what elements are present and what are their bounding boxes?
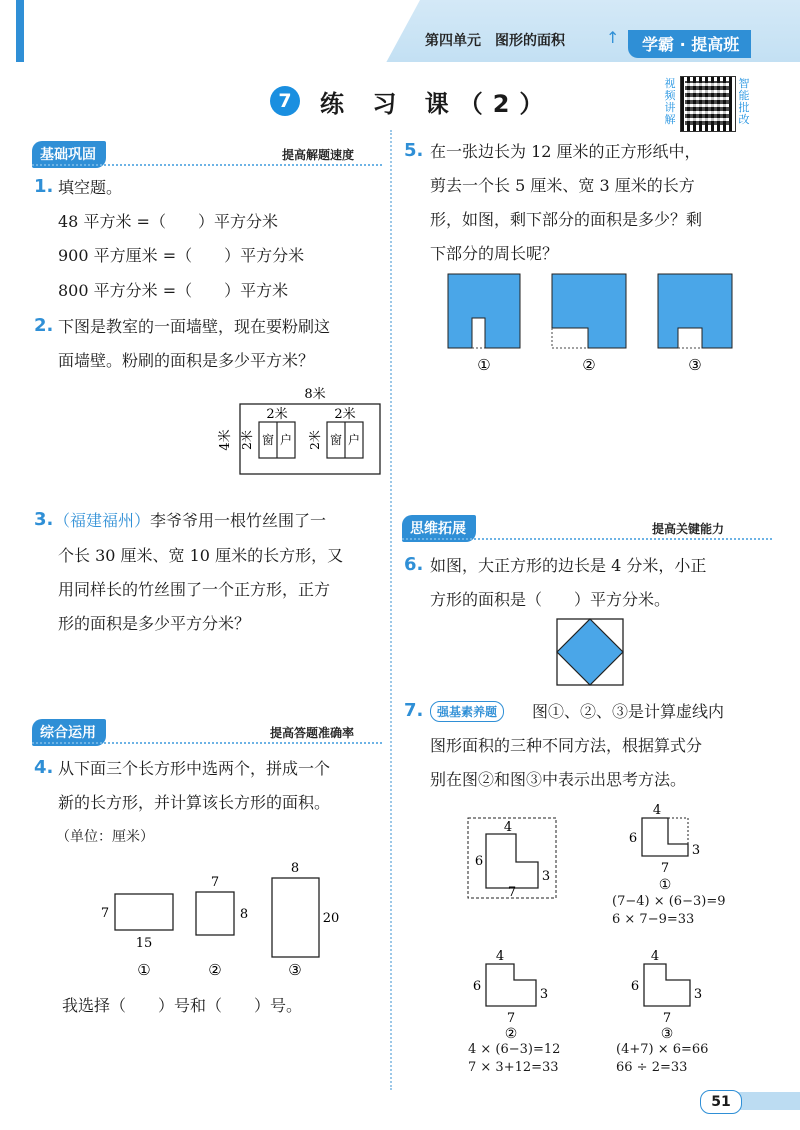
q3-line-4: 形的面积是多少平方分米？ — [58, 614, 251, 633]
q7-3-formula-2: 66 ÷ 2=33 — [616, 1060, 688, 1075]
q2-line-2: 面墙壁。粉刷的面积是多少平方米？ — [58, 351, 315, 370]
section-basic-tag: 基础巩固 — [32, 141, 106, 168]
q5-number: 5. — [404, 140, 424, 161]
wall-width-label: 8米 — [304, 387, 326, 402]
q7-3-label: ③ — [660, 1026, 674, 1040]
q7-2-formula-1: 4 × (6−3)=12 — [468, 1042, 561, 1057]
q2-number: 2. — [34, 315, 54, 336]
q6-number: 6. — [404, 554, 424, 575]
q3-line-1: （福建福州）李爷爷用一根竹丝围了一 — [54, 511, 327, 530]
qr-left-label: 视频讲解 — [664, 77, 676, 126]
q4-line-1: 从下面三个长方形中选两个，拼成一个 — [58, 759, 331, 778]
q4-rect-2-h: 8 — [239, 907, 249, 922]
lesson-number: 7 — [270, 86, 300, 116]
section-applied-sub: 提高答题准确率 — [270, 726, 355, 740]
section-thinking-line — [402, 538, 772, 540]
window-2-left: 窗 — [329, 433, 343, 447]
q5-line-4: 下部分的周长呢？ — [430, 244, 559, 263]
q7-figure-3 — [624, 944, 714, 1040]
q5-square-1 — [448, 274, 520, 374]
q4-line-2: 新的长方形，并计算该长方形的面积。 — [58, 793, 331, 812]
q7-3-left: 6 — [630, 979, 640, 994]
q4-line-3: （单位：厘米） — [56, 829, 154, 845]
q5-line-1: 在一张边长为 12 厘米的正方形纸中， — [430, 142, 701, 161]
q7-2-bottom: 7 — [506, 1011, 516, 1026]
q7-1-formula-1: (7−4) × (6−3)=9 — [612, 894, 726, 909]
q7-tag-pill: 强基素养题 — [430, 701, 504, 722]
q5-square-1-label: ① — [477, 356, 491, 374]
q7-figure-1 — [622, 802, 712, 892]
page-edge-strip — [16, 0, 24, 62]
q3-source: （福建福州） — [54, 511, 151, 530]
qr-code-icon[interactable] — [680, 76, 736, 132]
q7-3-bottom: 7 — [662, 1011, 672, 1026]
q7-a-right: 3 — [541, 869, 551, 884]
window-2-height: 2米 — [308, 430, 322, 450]
section-thinking-tag: 思维拓展 — [402, 515, 476, 542]
q5-line-3: 形，如图，剩下部分的面积是多少？剩 — [430, 210, 703, 229]
q4-answer: 我选择（ ）号和（ ）号。 — [62, 996, 303, 1015]
window-1 — [239, 406, 295, 458]
window-2-right: 户 — [347, 433, 361, 447]
q7-line-2: 图形面积的三种不同方法，根据算式分 — [430, 736, 703, 755]
q6-line-1: 如图，大正方形的边长是 4 分米，小正 — [430, 556, 707, 575]
q7-3-right: 3 — [693, 987, 703, 1002]
q5-squares-figure — [440, 270, 740, 380]
q5-line-2: 剪去一个长 5 厘米、宽 3 厘米的长方 — [430, 176, 695, 195]
q4-rectangles-figure — [90, 858, 360, 983]
section-applied-tag: 综合运用 — [32, 719, 106, 746]
q1-title: 填空题。 — [58, 178, 123, 197]
q5-square-3-label: ③ — [688, 356, 702, 374]
window-1-height: 2米 — [240, 430, 254, 450]
window-1-width: 2米 — [266, 407, 288, 422]
window-2 — [307, 406, 363, 458]
q6-square-figure — [555, 617, 627, 689]
q1-line-1: 48 平方米 =（ ）平方分米 — [58, 212, 278, 231]
q4-rect-3-label: ③ — [288, 961, 302, 979]
q7-2-label: ② — [504, 1026, 518, 1040]
wall-height-label: 4米 — [218, 429, 233, 451]
q7-2-top: 4 — [495, 949, 505, 964]
q7-a-left: 6 — [474, 854, 484, 869]
column-divider — [390, 130, 392, 1090]
q7-line-3: 别在图②和图③中表示出思考方法。 — [430, 770, 687, 789]
q7-a-bottom: 7 — [507, 885, 517, 900]
q7-2-formula-2: 7 × 3+12=33 — [468, 1060, 559, 1075]
q4-rect-3-h: 20 — [322, 911, 340, 926]
section-applied-line — [32, 742, 382, 744]
q5-square-2-label: ② — [582, 356, 596, 374]
q4-rect-1 — [101, 894, 173, 979]
window-1-right: 户 — [279, 433, 293, 447]
lesson-title: 练 习 课（2） — [320, 90, 554, 118]
q1-number: 1. — [34, 176, 54, 197]
q7-figure-2 — [468, 944, 558, 1040]
q1-line-3: 800 平方分米 =（ ）平方米 — [58, 281, 289, 300]
q5-square-3 — [658, 274, 732, 374]
q4-rect-3 — [272, 861, 339, 979]
q2-wall-figure — [215, 384, 390, 484]
q4-rect-2 — [196, 875, 248, 979]
q4-rect-3-w: 8 — [290, 861, 300, 876]
section-basic-line — [32, 164, 382, 166]
arrow-up-icon: ↑ — [606, 28, 620, 47]
q1-line-2: 900 平方厘米 =（ ）平方分米 — [58, 246, 305, 265]
page-number-bar — [738, 1092, 800, 1110]
q7-line-1: 图①、②、③是计算虚线内 — [532, 702, 725, 721]
q4-rect-1-label: ① — [137, 961, 151, 979]
window-2-width: 2米 — [334, 407, 356, 422]
q7-number: 7. — [404, 700, 424, 721]
qr-right-label: 智能批改 — [738, 77, 750, 126]
q7-1-top: 4 — [652, 803, 662, 818]
q4-rect-2-label: ② — [208, 961, 222, 979]
q4-rect-1-w: 15 — [135, 936, 153, 951]
q6-line-2: 方形的面积是（ ）平方分米。 — [430, 590, 671, 609]
q7-3-top: 4 — [650, 949, 660, 964]
q5-square-2 — [552, 274, 626, 374]
q7-3-formula-1: (4+7) × 6=66 — [616, 1042, 709, 1057]
q3-line-2: 个长 30 厘米、宽 10 厘米的长方形，又 — [58, 546, 344, 565]
q7-2-right: 3 — [539, 987, 549, 1002]
q4-rect-2-w: 7 — [210, 875, 220, 890]
q7-pill-wrap — [430, 701, 504, 722]
q3-number: 3. — [34, 509, 54, 530]
q7-a-top: 4 — [503, 820, 513, 835]
q2-line-1: 下图是教室的一面墙壁，现在要粉刷这 — [58, 317, 331, 336]
q6-small-square — [557, 619, 623, 685]
q7-2-left: 6 — [472, 979, 482, 994]
q7-1-left: 6 — [628, 831, 638, 846]
section-basic-sub: 提高解题速度 — [282, 148, 355, 162]
q4-number: 4. — [34, 757, 54, 778]
brand-badge: 学霸 · 提高班 — [628, 30, 751, 58]
q7-1-bottom: 7 — [660, 861, 670, 876]
q7-figure-a — [462, 812, 562, 902]
page-number: 51 — [700, 1090, 742, 1114]
section-thinking-sub: 提高关键能力 — [652, 522, 725, 536]
q4-rect-1-h: 7 — [100, 906, 110, 921]
q7-1-label: ① — [658, 877, 672, 892]
q7-1-right: 3 — [691, 843, 701, 858]
q3-line-3: 用同样长的竹丝围了一个正方形，正方 — [58, 580, 331, 599]
window-1-left: 窗 — [261, 433, 275, 447]
q7-1-formula-2: 6 × 7−9=33 — [612, 912, 695, 927]
header-left-area — [0, 0, 420, 62]
unit-title: 第四单元 图形的面积 — [425, 33, 565, 49]
